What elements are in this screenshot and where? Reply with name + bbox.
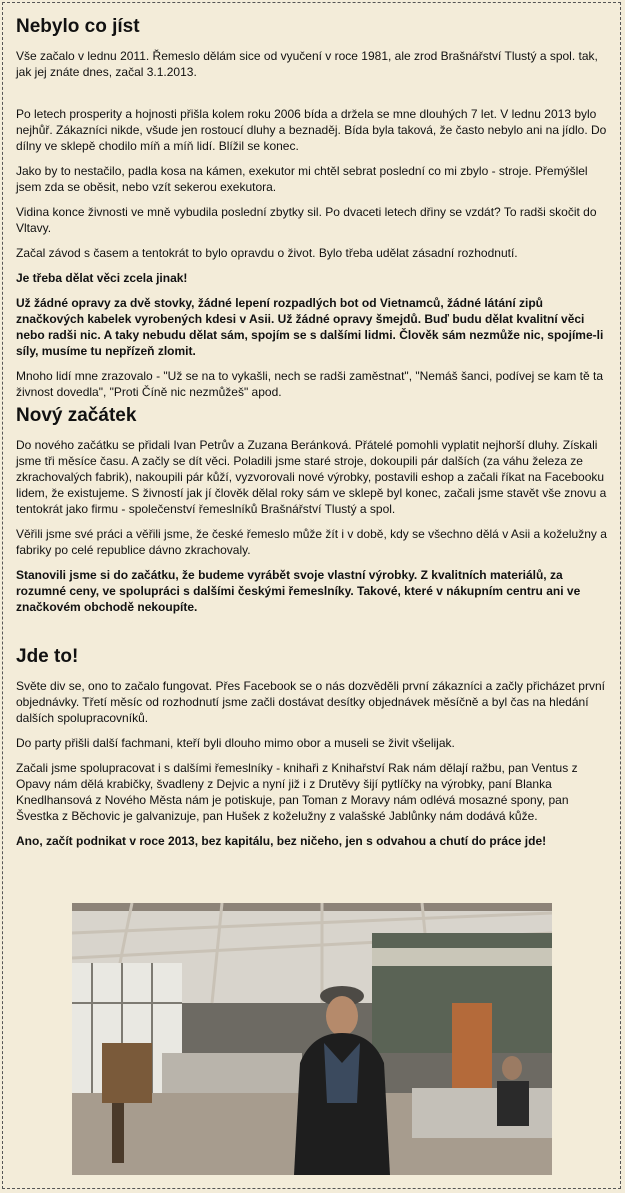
paragraph: Do party přišli další fachmani, kteří byli dlouho mimo obor a museli se živit všelijak. [16, 736, 455, 750]
section-title-jde-to: Jde to! [16, 646, 79, 667]
section-title-novy-zacatek: Nový začátek [16, 405, 137, 426]
emphasis-paragraph: Už žádné opravy za dvě stovky, žádné lepení rozpadlých bot od Vietnamců, žádné látání zipů značkových kabelek vyrobených kdesi v Asii. Už žádné opravy šmejdů. Buď budu dělat kvalitní věci nebo radši nic. A taky nebudu dělat sám, spojím se s dalšími lidmi. Člověk sám nezmůže nic, spojíme-li síly, musíme tu nepřízeň zlomit. [16, 296, 604, 358]
paragraph: Začali jsme spolupracovat i s dalšími řemeslníky - knihaři z Knihařství Rak nám dělají ražbu, pan Ventus z Opavy nám dělá krabičky, švadleny z Dejvic a nyní již i z Drutěvy šijí pytlíčky na výrobky, paní Blanka Knedlhansová z Nového Města nám je potiskuje, pan Toman z Moravy nám odlévá mosazné spony, pan Švestka z Běchovic je galvanizuje, pan Hušek z koželužny z valašské Jablůnky nám dodává kůže. [16, 761, 578, 823]
paragraph: Jako by to nestačilo, padla kosa na kámen, exekutor mi chtěl sebrat poslední co mi zbylo - stroje. Přemýšlel jsem zda se oběsit, nebo vzít sekerou exekutora. [16, 164, 588, 194]
paragraph: Do nového začátku se přidali Ivan Petrův a Zuzana Beránková. Přátelé pomohli vyplatit nejhorší dluhy. Získali jsme tři měsíce času. A začly se dít věci. Poladili jsme staré stroje, dokoupili pár dalších (za váhu železa ze zkrachovalých fabrik), nakoupili pár kůží, vyzvorovali nové výrobky, postavili eshop a začali říkat na Facebooku lidem, že existujeme. S živností jak jí člověk dělal roky sám ve sklepě byl konec, začali jsme stavět vše znovu a tentokrát jako firmu - společenství řemeslníků Brašnářství Tlustý a spol. [16, 438, 607, 516]
emphasis-paragraph: Je třeba dělat věci zcela jinak! [16, 271, 188, 285]
paragraph: Mnoho lidí mne zrazovalo - "Už se na to vykašli, nech se radši zaměstnat", "Nemáš šanci, podívej se kam tě ta živnost dovedla", "Proti Číně nic nezmůžeš" apod. [16, 369, 604, 399]
paragraph: Vše začalo v lednu 2011. Řemeslo dělám sice od vyučení v roce 1981, ale zrod Brašnářství Tlustý a spol. tak, jak jej znáte dnes, začal 3.1.2013. [16, 49, 598, 79]
paragraph: Vidina konce živnosti ve mně vybudila poslední zbytky sil. Po dvaceti letech dřiny se vzdát? To radši skočit do Vltavy. [16, 205, 597, 235]
workshop-photo [72, 903, 552, 1175]
emphasis-paragraph: Stanovili jsme si do začátku, že budeme vyrábět svoje vlastní výrobky. Z kvalitních materiálů, za rozumné ceny, ve spolupráci s dalšími českými řemeslníky. Takové, které v nákupním centru ani ve značkovém obchodě nekoupíte. [16, 568, 581, 614]
paragraph: Po letech prosperity a hojnosti přišla kolem roku 2006 bída a držela se mne dlouhých 7 let. V lednu 2013 bylo nejhůř. Zákazníci nikde, všude jen rostoucí dluhy a beznaděj. Bída byla taková, že často nebylo ani na jídlo. Do dílny ve sklepě chodilo míň a míň lidí. Blížil se konec. [16, 107, 607, 153]
section-title-nebylo-co-jist: Nebylo co jíst [16, 16, 140, 37]
paragraph: Světe div se, ono to začalo fungovat. Přes Facebook se o nás dozvěděli první zákazníci a začly přicházet první objednávky. Třetí měsíc od rozhodnutí jsme začli dostávat desítky objednávek měsíčně a byl čas na hledání dalších spolupracovníků. [16, 679, 605, 725]
paragraph: Začal závod s časem a tentokrát to bylo opravdu o život. Bylo třeba udělat zásadní rozhodnutí. [16, 246, 518, 260]
emphasis-paragraph: Ano, začít podnikat v roce 2013, bez kapitálu, bez ničeho, jen s odvahou a chutí do práce jde! [16, 834, 547, 848]
paragraph: Věřili jsme své práci a věřili jsme, že české řemeslo může žít i v době, kdy se všechno dělá v Asii a koželužny a fabriky po celé republice dávno zkrachovaly. [16, 527, 607, 557]
